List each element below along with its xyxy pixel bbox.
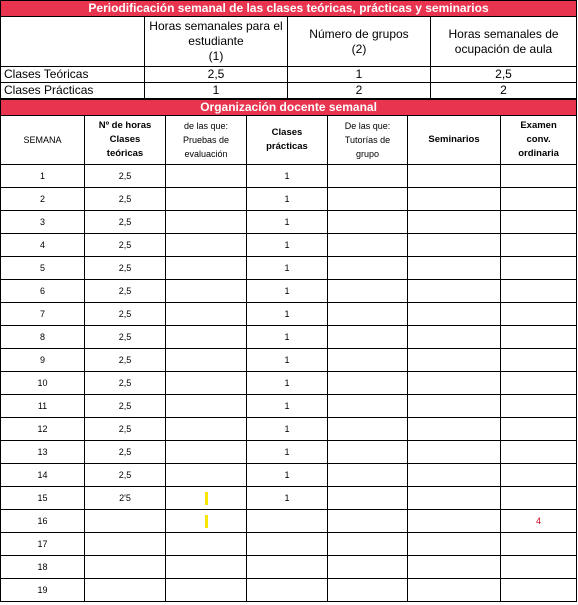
tutoring-cell xyxy=(328,326,408,349)
exam-cell xyxy=(501,464,577,487)
practice-hours-cell: 1 xyxy=(247,257,328,280)
evaluation-cell xyxy=(166,211,247,234)
theory-hours-cell: 2,5 xyxy=(85,303,166,326)
tutoring-cell xyxy=(328,349,408,372)
header-week: SEMANA xyxy=(1,116,85,165)
practice-hours-cell: 1 xyxy=(247,418,328,441)
week-number-cell: 7 xyxy=(1,303,85,326)
evaluation-cell xyxy=(166,372,247,395)
theory-hours-cell xyxy=(85,579,166,602)
cell-room: 2 xyxy=(431,83,577,99)
week-number-cell: 5 xyxy=(1,257,85,280)
practice-hours-cell: 1 xyxy=(247,211,328,234)
tutoring-cell xyxy=(328,234,408,257)
week-row xyxy=(1,188,577,211)
cell-hours: 2,5 xyxy=(145,67,288,83)
tutoring-cell xyxy=(328,395,408,418)
practice-hours-cell: 1 xyxy=(247,395,328,418)
week-number-cell: 3 xyxy=(1,211,85,234)
tutoring-cell xyxy=(328,372,408,395)
exam-cell: 4 xyxy=(501,510,577,533)
header-evaluation-tests: de las que: Pruebas de evaluación xyxy=(166,116,247,165)
theory-hours-cell: 2,5 xyxy=(85,372,166,395)
exam-cell xyxy=(501,349,577,372)
seminars-cell xyxy=(408,326,501,349)
practice-hours-cell xyxy=(247,510,328,533)
week-row xyxy=(1,487,577,510)
header-theory-hours: Nº de horas Clases teóricas xyxy=(85,116,166,165)
theory-hours-cell: 2,5 xyxy=(85,257,166,280)
week-number-cell: 14 xyxy=(1,464,85,487)
week-row xyxy=(1,303,577,326)
practice-hours-cell: 1 xyxy=(247,487,328,510)
theory-hours-cell: 2,5 xyxy=(85,165,166,188)
week-row xyxy=(1,441,577,464)
periodification-table xyxy=(0,0,577,99)
evaluation-cell xyxy=(166,418,247,441)
evaluation-cell xyxy=(166,234,247,257)
practice-hours-cell: 1 xyxy=(247,188,328,211)
tutoring-cell xyxy=(328,188,408,211)
seminars-cell xyxy=(408,487,501,510)
evaluation-cell xyxy=(166,326,247,349)
practice-hours-cell xyxy=(247,579,328,602)
evaluation-cell xyxy=(166,510,247,533)
seminars-cell xyxy=(408,464,501,487)
week-row xyxy=(1,349,577,372)
evaluation-cell xyxy=(166,188,247,211)
header-room-hours: Horas semanales de ocupación de aula xyxy=(431,17,577,67)
practice-hours-cell xyxy=(247,533,328,556)
week-row xyxy=(1,165,577,188)
exam-cell xyxy=(501,257,577,280)
practice-hours-cell: 1 xyxy=(247,165,328,188)
seminars-cell xyxy=(408,165,501,188)
row-label: Clases Teóricas xyxy=(1,67,145,83)
seminars-cell xyxy=(408,579,501,602)
theory-hours-cell: 2,5 xyxy=(85,418,166,441)
periodification-title: Periodificación semanal de las clases teóricas, prácticas y seminarios xyxy=(1,1,577,17)
week-number-cell: 6 xyxy=(1,280,85,303)
week-number-cell: 17 xyxy=(1,533,85,556)
tutoring-cell xyxy=(328,510,408,533)
practice-hours-cell: 1 xyxy=(247,326,328,349)
exam-cell xyxy=(501,441,577,464)
practice-hours-cell: 1 xyxy=(247,464,328,487)
exam-cell xyxy=(501,556,577,579)
theory-hours-cell xyxy=(85,510,166,533)
evaluation-cell xyxy=(166,579,247,602)
seminars-cell xyxy=(408,395,501,418)
week-number-cell: 2 xyxy=(1,188,85,211)
seminars-cell xyxy=(408,280,501,303)
week-row xyxy=(1,579,577,602)
evaluation-cell xyxy=(166,441,247,464)
tutoring-cell xyxy=(328,464,408,487)
seminars-cell xyxy=(408,349,501,372)
week-row xyxy=(1,418,577,441)
seminars-cell xyxy=(408,234,501,257)
week-row xyxy=(1,464,577,487)
exam-cell xyxy=(501,303,577,326)
practice-hours-cell: 1 xyxy=(247,234,328,257)
week-number-cell: 16 xyxy=(1,510,85,533)
seminars-cell xyxy=(408,372,501,395)
week-number-cell: 11 xyxy=(1,395,85,418)
tutoring-cell xyxy=(328,280,408,303)
exam-cell xyxy=(501,418,577,441)
practice-hours-cell: 1 xyxy=(247,303,328,326)
week-number-cell: 1 xyxy=(1,165,85,188)
theory-hours-cell: 2,5 xyxy=(85,234,166,257)
highlight-mark xyxy=(205,515,208,528)
exam-cell xyxy=(501,280,577,303)
tutoring-cell xyxy=(328,418,408,441)
week-row xyxy=(1,556,577,579)
header-empty xyxy=(1,17,145,67)
cell-hours: 1 xyxy=(145,83,288,99)
evaluation-cell xyxy=(166,349,247,372)
evaluation-cell xyxy=(166,303,247,326)
week-row xyxy=(1,395,577,418)
practice-hours-cell: 1 xyxy=(247,441,328,464)
evaluation-cell xyxy=(166,280,247,303)
evaluation-cell xyxy=(166,395,247,418)
seminars-cell xyxy=(408,510,501,533)
highlight-mark xyxy=(205,492,208,505)
practice-hours-cell: 1 xyxy=(247,372,328,395)
tutoring-cell xyxy=(328,211,408,234)
week-row xyxy=(1,234,577,257)
week-row xyxy=(1,257,577,280)
seminars-cell xyxy=(408,257,501,280)
weekly-organization-title: Organización docente semanal xyxy=(1,100,577,116)
exam-cell xyxy=(501,165,577,188)
practice-hours-cell xyxy=(247,556,328,579)
theory-hours-cell xyxy=(85,556,166,579)
tutoring-cell xyxy=(328,257,408,280)
week-row xyxy=(1,533,577,556)
tutoring-cell xyxy=(328,441,408,464)
evaluation-cell xyxy=(166,464,247,487)
header-exam: Examen conv. ordinaria xyxy=(501,116,577,165)
seminars-cell xyxy=(408,418,501,441)
exam-cell xyxy=(501,395,577,418)
cell-groups: 1 xyxy=(288,67,431,83)
seminars-cell xyxy=(408,556,501,579)
week-number-cell: 8 xyxy=(1,326,85,349)
tutoring-cell xyxy=(328,165,408,188)
exam-cell xyxy=(501,372,577,395)
theory-hours-cell: 2,5 xyxy=(85,464,166,487)
week-number-cell: 4 xyxy=(1,234,85,257)
week-row xyxy=(1,326,577,349)
seminars-cell xyxy=(408,211,501,234)
week-row xyxy=(1,211,577,234)
tutoring-cell xyxy=(328,556,408,579)
week-number-cell: 13 xyxy=(1,441,85,464)
seminars-cell xyxy=(408,533,501,556)
row-label: Clases Prácticas xyxy=(1,83,145,99)
week-row xyxy=(1,372,577,395)
row-practice xyxy=(1,83,577,99)
header-group-count: Número de grupos (2) xyxy=(288,17,431,67)
header-seminars: Seminarios xyxy=(408,116,501,165)
practice-hours-cell: 1 xyxy=(247,280,328,303)
theory-hours-cell: 2,5 xyxy=(85,211,166,234)
exam-cell xyxy=(501,188,577,211)
theory-hours-cell: 2,5 xyxy=(85,441,166,464)
theory-hours-cell xyxy=(85,533,166,556)
evaluation-cell xyxy=(166,257,247,280)
theory-hours-cell: 2,5 xyxy=(85,349,166,372)
week-row xyxy=(1,510,577,533)
theory-hours-cell: 2,5 xyxy=(85,188,166,211)
evaluation-cell xyxy=(166,556,247,579)
evaluation-cell xyxy=(166,165,247,188)
tutoring-cell xyxy=(328,487,408,510)
week-number-cell: 9 xyxy=(1,349,85,372)
week-number-cell: 19 xyxy=(1,579,85,602)
exam-cell xyxy=(501,533,577,556)
tutoring-cell xyxy=(328,533,408,556)
header-group-tutoring: De las que: Tutorías de grupo xyxy=(328,116,408,165)
cell-room: 2,5 xyxy=(431,67,577,83)
week-number-cell: 10 xyxy=(1,372,85,395)
week-number-cell: 18 xyxy=(1,556,85,579)
header-practice-classes: Clases prácticas xyxy=(247,116,328,165)
header-hours-student: Horas semanales para el estudiante (1) xyxy=(145,17,288,67)
week-number-cell: 15 xyxy=(1,487,85,510)
week-row xyxy=(1,280,577,303)
exam-cell xyxy=(501,211,577,234)
tutoring-cell xyxy=(328,303,408,326)
theory-hours-cell: 2,5 xyxy=(85,280,166,303)
practice-hours-cell: 1 xyxy=(247,349,328,372)
exam-cell xyxy=(501,487,577,510)
tutoring-cell xyxy=(328,579,408,602)
theory-hours-cell: 2,5 xyxy=(85,395,166,418)
exam-cell xyxy=(501,234,577,257)
week-number-cell: 12 xyxy=(1,418,85,441)
evaluation-cell xyxy=(166,533,247,556)
seminars-cell xyxy=(408,188,501,211)
theory-hours-cell: 2,5 xyxy=(85,326,166,349)
exam-cell xyxy=(501,326,577,349)
theory-hours-cell: 2'5 xyxy=(85,487,166,510)
weekly-organization-table xyxy=(0,99,577,602)
seminars-cell xyxy=(408,441,501,464)
cell-groups: 2 xyxy=(288,83,431,99)
seminars-cell xyxy=(408,303,501,326)
row-theory xyxy=(1,67,577,83)
exam-cell xyxy=(501,579,577,602)
evaluation-cell xyxy=(166,487,247,510)
